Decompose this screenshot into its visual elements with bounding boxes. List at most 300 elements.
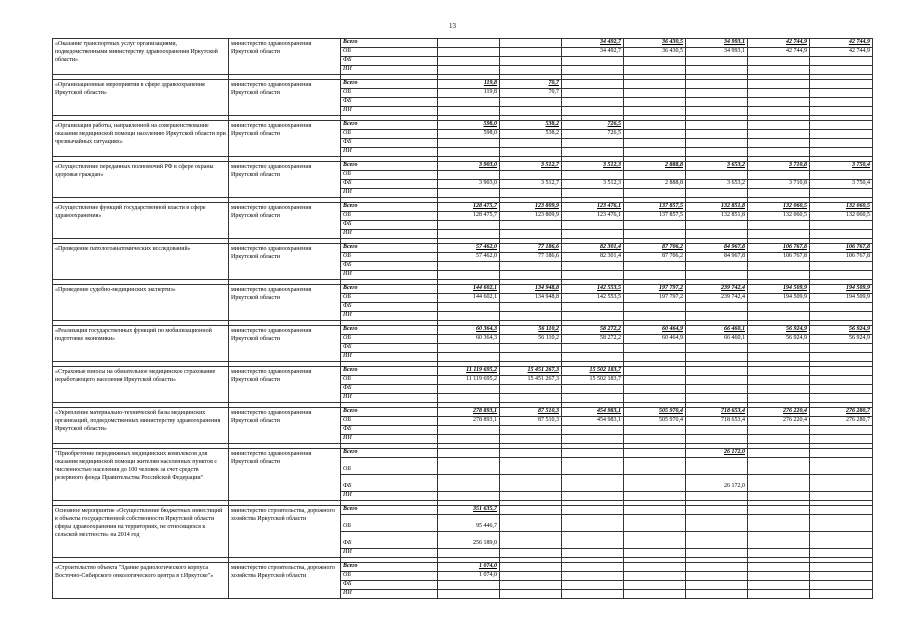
- amount-cell: 276 220,4: [748, 408, 810, 417]
- amount-cell: 128 475,7: [438, 212, 500, 221]
- amount-cell: [810, 353, 873, 362]
- amount-cell: 56 924,9: [748, 335, 810, 344]
- amount-cell: [500, 39, 562, 48]
- amount-cell: [562, 532, 624, 549]
- amount-cell: [438, 394, 500, 403]
- amount-cell: [562, 435, 624, 444]
- funding-source: ФБ: [341, 98, 438, 107]
- table-row: [53, 326, 873, 335]
- amount-cell: [438, 107, 500, 116]
- amount-cell: [500, 515, 562, 532]
- amount-cell: 726,5: [562, 130, 624, 139]
- amount-cell: 132 851,8: [686, 203, 748, 212]
- amount-cell: [562, 475, 624, 492]
- table-row: [53, 121, 873, 130]
- amount-cell: [810, 98, 873, 107]
- measure-executor: министерство строительства, дорожного хозяйства Иркутской области: [229, 506, 341, 558]
- amount-cell: [748, 171, 810, 180]
- amount-cell: 56 924,9: [748, 326, 810, 335]
- amount-cell: [748, 107, 810, 116]
- amount-cell: 194 509,9: [748, 294, 810, 303]
- amount-cell: [562, 385, 624, 394]
- amount-cell: [562, 107, 624, 116]
- amount-cell: [624, 312, 686, 321]
- measure-executor: министерство здравоохранения Иркутской области: [229, 80, 341, 116]
- funding-source: Всего: [341, 408, 438, 417]
- measure-description: «Организация работы, направленной на совершенствование оказания медицинской помощи населению Иркутской области при чрезвычайных ситуациях»: [53, 121, 229, 157]
- amount-cell: [438, 148, 500, 157]
- amount-cell: [500, 57, 562, 66]
- amount-cell: [624, 426, 686, 435]
- amount-cell: [686, 130, 748, 139]
- amount-cell: [624, 57, 686, 66]
- amount-cell: [686, 139, 748, 148]
- amount-cell: [748, 475, 810, 492]
- amount-cell: [748, 344, 810, 353]
- amount-cell: 82 301,4: [562, 253, 624, 262]
- amount-cell: [624, 506, 686, 515]
- amount-cell: [624, 130, 686, 139]
- amount-cell: [748, 376, 810, 385]
- funding-source: ИИ: [341, 312, 438, 321]
- amount-cell: [562, 80, 624, 89]
- measure-description: «Проведение судебно-медицинских экспертиз»: [53, 285, 229, 321]
- funding-source: ИИ: [341, 230, 438, 239]
- amount-cell: 70,7: [500, 80, 562, 89]
- amount-cell: [686, 532, 748, 549]
- funding-source: ОБ: [341, 253, 438, 262]
- amount-cell: [500, 458, 562, 475]
- amount-cell: 144 602,1: [438, 285, 500, 294]
- amount-cell: [810, 80, 873, 89]
- amount-cell: [562, 189, 624, 198]
- budget-table: [52, 38, 873, 599]
- amount-cell: [562, 506, 624, 515]
- amount-cell: [624, 590, 686, 599]
- amount-cell: [810, 262, 873, 271]
- amount-cell: [810, 89, 873, 98]
- funding-source: Всего: [341, 80, 438, 89]
- amount-cell: [624, 303, 686, 312]
- amount-cell: 60 364,3: [438, 335, 500, 344]
- amount-cell: [748, 563, 810, 572]
- amount-cell: [562, 139, 624, 148]
- amount-cell: 119,8: [438, 80, 500, 89]
- amount-cell: 454 983,1: [562, 417, 624, 426]
- measure-executor: министерство здравоохранения Иркутской области: [229, 367, 341, 403]
- amount-cell: [748, 189, 810, 198]
- amount-cell: [624, 98, 686, 107]
- amount-cell: [562, 563, 624, 572]
- amount-cell: [748, 148, 810, 157]
- amount-cell: [500, 394, 562, 403]
- amount-cell: 57 462,0: [438, 244, 500, 253]
- measure-executor: министерство здравоохранения Иркутской области: [229, 162, 341, 198]
- funding-source: ФБ: [341, 303, 438, 312]
- amount-cell: [562, 549, 624, 558]
- funding-source: ОБ: [341, 212, 438, 221]
- amount-cell: [438, 230, 500, 239]
- amount-cell: [438, 353, 500, 362]
- measure-description: «Осуществление функций государственной власти в сфере здравоохранения»: [53, 203, 229, 239]
- amount-cell: [500, 435, 562, 444]
- amount-cell: [562, 57, 624, 66]
- amount-cell: [686, 563, 748, 572]
- amount-cell: [748, 262, 810, 271]
- amount-cell: [500, 563, 562, 572]
- amount-cell: [438, 385, 500, 394]
- funding-source: Всего: [341, 367, 438, 376]
- amount-cell: [500, 271, 562, 280]
- amount-cell: [810, 107, 873, 116]
- amount-cell: [748, 549, 810, 558]
- table-row: [53, 80, 873, 89]
- measure-description: «Укрепление материально-технической базы медицинских организаций, подведомственных министерству здравоохранения Иркутской области»: [53, 408, 229, 444]
- amount-cell: [810, 394, 873, 403]
- amount-cell: 278 893,1: [438, 417, 500, 426]
- amount-cell: 60 464,9: [624, 326, 686, 335]
- funding-source: ОБ: [341, 376, 438, 385]
- amount-cell: 36 430,5: [624, 39, 686, 48]
- amount-cell: [624, 107, 686, 116]
- amount-cell: 3 512,3: [562, 180, 624, 189]
- amount-cell: 134 948,8: [500, 285, 562, 294]
- amount-cell: [748, 590, 810, 599]
- amount-cell: [562, 262, 624, 271]
- amount-cell: [500, 230, 562, 239]
- amount-cell: 197 797,2: [624, 285, 686, 294]
- table-row: [53, 244, 873, 253]
- measure-description: «Организационные мероприятия в сфере здравоохранения Иркутской области»: [53, 80, 229, 116]
- amount-cell: [500, 303, 562, 312]
- amount-cell: 142 553,5: [562, 294, 624, 303]
- amount-cell: 58 272,2: [562, 335, 624, 344]
- amount-cell: [748, 581, 810, 590]
- amount-cell: 538,2: [500, 130, 562, 139]
- amount-cell: [500, 475, 562, 492]
- amount-cell: [562, 581, 624, 590]
- amount-cell: 194 509,9: [810, 285, 873, 294]
- funding-source: ОБ: [341, 89, 438, 98]
- amount-cell: 3 653,2: [686, 180, 748, 189]
- measure-description: "Приобретение передвижных медицинских комплексов для оказания медицинской помощи жителям населенных пунктов с численностью населения до 100 человек за счет средств резервного фонда Правительства Российской Федерации": [53, 449, 229, 501]
- amount-cell: [810, 458, 873, 475]
- amount-cell: 70,7: [500, 89, 562, 98]
- amount-cell: 3 512,3: [562, 162, 624, 171]
- amount-cell: 77 186,6: [500, 253, 562, 262]
- amount-cell: [748, 506, 810, 515]
- amount-cell: [686, 148, 748, 157]
- funding-source: ФБ: [341, 426, 438, 435]
- funding-source: ФБ: [341, 581, 438, 590]
- amount-cell: [748, 367, 810, 376]
- amount-cell: 726,5: [562, 121, 624, 130]
- funding-source: ОБ: [341, 48, 438, 57]
- funding-source: ОБ: [341, 171, 438, 180]
- measure-executor: министерство здравоохранения Иркутской области: [229, 39, 341, 75]
- measure-executor: министерство здравоохранения Иркутской области: [229, 121, 341, 157]
- amount-cell: [686, 171, 748, 180]
- amount-cell: [438, 39, 500, 48]
- funding-source: ФБ: [341, 180, 438, 189]
- measure-description: «Реализация государственных функций по мобилизационной подготовке экономики»: [53, 326, 229, 362]
- amount-cell: [748, 57, 810, 66]
- amount-cell: 137 857,5: [624, 203, 686, 212]
- amount-cell: [438, 271, 500, 280]
- amount-cell: [686, 221, 748, 230]
- amount-cell: 26 172,0: [686, 475, 748, 492]
- funding-source: ОБ: [341, 572, 438, 581]
- amount-cell: [438, 189, 500, 198]
- amount-cell: 239 742,4: [686, 285, 748, 294]
- amount-cell: [562, 271, 624, 280]
- amount-cell: 15 451 267,3: [500, 367, 562, 376]
- amount-cell: [748, 532, 810, 549]
- funding-source: ИИ: [341, 590, 438, 599]
- amount-cell: [686, 107, 748, 116]
- amount-cell: [810, 303, 873, 312]
- amount-cell: [438, 475, 500, 492]
- amount-cell: 57 462,0: [438, 253, 500, 262]
- amount-cell: [810, 271, 873, 280]
- amount-cell: [810, 506, 873, 515]
- amount-cell: [624, 139, 686, 148]
- amount-cell: [624, 376, 686, 385]
- measure-executor: министерство здравоохранения Иркутской области: [229, 449, 341, 501]
- amount-cell: [562, 394, 624, 403]
- funding-source: ИИ: [341, 107, 438, 116]
- funding-source: Всего: [341, 506, 438, 515]
- amount-cell: 87 510,3: [500, 408, 562, 417]
- amount-cell: [748, 221, 810, 230]
- measure-description: «Проведение патологоанатомических исследований»: [53, 244, 229, 280]
- amount-cell: [562, 572, 624, 581]
- amount-cell: [748, 572, 810, 581]
- amount-cell: [748, 66, 810, 75]
- amount-cell: [500, 139, 562, 148]
- amount-cell: [810, 532, 873, 549]
- amount-cell: [748, 80, 810, 89]
- funding-source: Всего: [341, 39, 438, 48]
- amount-cell: [438, 426, 500, 435]
- amount-cell: 42 744,9: [810, 48, 873, 57]
- amount-cell: [438, 221, 500, 230]
- amount-cell: [500, 189, 562, 198]
- amount-cell: [810, 312, 873, 321]
- amount-cell: [500, 506, 562, 515]
- measure-executor: министерство здравоохранения Иркутской области: [229, 203, 341, 239]
- amount-cell: 60 364,3: [438, 326, 500, 335]
- amount-cell: [810, 171, 873, 180]
- funding-source: ИИ: [341, 271, 438, 280]
- amount-cell: [748, 426, 810, 435]
- table-row: [53, 408, 873, 417]
- amount-cell: 132 060,5: [748, 212, 810, 221]
- funding-source: ФБ: [341, 385, 438, 394]
- amount-cell: [686, 230, 748, 239]
- funding-source: Всего: [341, 449, 438, 458]
- amount-cell: 2 888,8: [624, 162, 686, 171]
- amount-cell: 3 903,0: [438, 180, 500, 189]
- amount-cell: [624, 221, 686, 230]
- amount-cell: 123 809,9: [500, 212, 562, 221]
- amount-cell: [438, 171, 500, 180]
- amount-cell: [624, 271, 686, 280]
- amount-cell: 351 635,7: [438, 506, 500, 515]
- amount-cell: 3 903,0: [438, 162, 500, 171]
- funding-source: ИИ: [341, 492, 438, 501]
- amount-cell: [438, 590, 500, 599]
- amount-cell: [500, 426, 562, 435]
- amount-cell: 276 280,7: [810, 417, 873, 426]
- amount-cell: [686, 312, 748, 321]
- amount-cell: 1 074,0: [438, 572, 500, 581]
- amount-cell: [624, 262, 686, 271]
- amount-cell: [624, 353, 686, 362]
- amount-cell: [500, 353, 562, 362]
- amount-cell: [748, 353, 810, 362]
- amount-cell: 718 653,4: [686, 408, 748, 417]
- funding-source: ОБ: [341, 335, 438, 344]
- amount-cell: [686, 435, 748, 444]
- amount-cell: 538,2: [500, 121, 562, 130]
- amount-cell: [438, 458, 500, 475]
- amount-cell: [500, 385, 562, 394]
- amount-cell: [748, 271, 810, 280]
- amount-cell: [562, 449, 624, 458]
- amount-cell: [562, 98, 624, 107]
- amount-cell: [686, 189, 748, 198]
- funding-source: ФБ: [341, 532, 438, 549]
- amount-cell: [810, 549, 873, 558]
- amount-cell: [686, 262, 748, 271]
- amount-cell: 718 653,4: [686, 417, 748, 426]
- amount-cell: 3 750,4: [810, 180, 873, 189]
- amount-cell: [748, 121, 810, 130]
- amount-cell: [562, 221, 624, 230]
- funding-source: ФБ: [341, 221, 438, 230]
- amount-cell: [686, 98, 748, 107]
- amount-cell: [810, 57, 873, 66]
- amount-cell: [624, 89, 686, 98]
- amount-cell: 15 451 267,3: [500, 376, 562, 385]
- amount-cell: 42 744,9: [748, 39, 810, 48]
- amount-cell: [810, 139, 873, 148]
- amount-cell: [438, 139, 500, 148]
- amount-cell: 56 110,2: [500, 335, 562, 344]
- table-row: [53, 285, 873, 294]
- measure-executor: министерство здравоохранения Иркутской области: [229, 326, 341, 362]
- amount-cell: 505 970,4: [624, 417, 686, 426]
- funding-source: ОБ: [341, 417, 438, 426]
- amount-cell: 123 476,1: [562, 212, 624, 221]
- table-row: [53, 39, 873, 48]
- amount-cell: [810, 492, 873, 501]
- amount-cell: 56 924,9: [810, 335, 873, 344]
- amount-cell: [810, 344, 873, 353]
- amount-cell: [438, 303, 500, 312]
- measure-executor: министерство здравоохранения Иркутской области: [229, 285, 341, 321]
- amount-cell: 123 476,1: [562, 203, 624, 212]
- amount-cell: 15 502 183,7: [562, 367, 624, 376]
- table-row: [53, 506, 873, 515]
- amount-cell: [500, 549, 562, 558]
- amount-cell: [624, 532, 686, 549]
- funding-source: Всего: [341, 244, 438, 253]
- amount-cell: [624, 189, 686, 198]
- amount-cell: [438, 57, 500, 66]
- amount-cell: 142 553,5: [562, 285, 624, 294]
- amount-cell: [686, 590, 748, 599]
- amount-cell: 3 710,8: [748, 180, 810, 189]
- amount-cell: [686, 492, 748, 501]
- amount-cell: [748, 130, 810, 139]
- funding-source: Всего: [341, 326, 438, 335]
- amount-cell: 239 742,4: [686, 294, 748, 303]
- funding-source: Всего: [341, 162, 438, 171]
- amount-cell: [748, 394, 810, 403]
- amount-cell: [686, 572, 748, 581]
- amount-cell: [500, 171, 562, 180]
- amount-cell: 11 119 695,2: [438, 367, 500, 376]
- table-row: [53, 367, 873, 376]
- funding-source: ОБ: [341, 458, 438, 475]
- amount-cell: [686, 367, 748, 376]
- amount-cell: 34 492,7: [562, 39, 624, 48]
- amount-cell: 84 967,8: [686, 244, 748, 253]
- amount-cell: 3 512,7: [500, 180, 562, 189]
- amount-cell: [686, 344, 748, 353]
- amount-cell: 119,8: [438, 89, 500, 98]
- amount-cell: [686, 549, 748, 558]
- amount-cell: 132 060,5: [810, 212, 873, 221]
- amount-cell: [810, 581, 873, 590]
- amount-cell: [748, 385, 810, 394]
- amount-cell: 60 464,9: [624, 335, 686, 344]
- amount-cell: [500, 262, 562, 271]
- amount-cell: [686, 458, 748, 475]
- amount-cell: 134 948,8: [500, 294, 562, 303]
- amount-cell: [686, 376, 748, 385]
- funding-source: ФБ: [341, 344, 438, 353]
- amount-cell: 194 509,9: [810, 294, 873, 303]
- measure-executor: министерство здравоохранения Иркутской области: [229, 244, 341, 280]
- table-row: [53, 563, 873, 572]
- amount-cell: 34 492,7: [562, 48, 624, 57]
- amount-cell: [686, 385, 748, 394]
- amount-cell: 56 110,2: [500, 326, 562, 335]
- amount-cell: 194 509,9: [748, 285, 810, 294]
- amount-cell: [686, 66, 748, 75]
- amount-cell: [624, 171, 686, 180]
- amount-cell: 123 809,9: [500, 203, 562, 212]
- amount-cell: 598,0: [438, 121, 500, 130]
- amount-cell: 15 502 183,7: [562, 376, 624, 385]
- amount-cell: 132 060,5: [810, 203, 873, 212]
- amount-cell: [500, 492, 562, 501]
- amount-cell: [810, 66, 873, 75]
- funding-source: ФБ: [341, 262, 438, 271]
- amount-cell: [624, 572, 686, 581]
- amount-cell: 1 074,0: [438, 563, 500, 572]
- amount-cell: [686, 121, 748, 130]
- amount-cell: 197 797,2: [624, 294, 686, 303]
- amount-cell: [810, 130, 873, 139]
- amount-cell: [810, 563, 873, 572]
- amount-cell: 132 060,5: [748, 203, 810, 212]
- amount-cell: [438, 312, 500, 321]
- amount-cell: 3 750,4: [810, 162, 873, 171]
